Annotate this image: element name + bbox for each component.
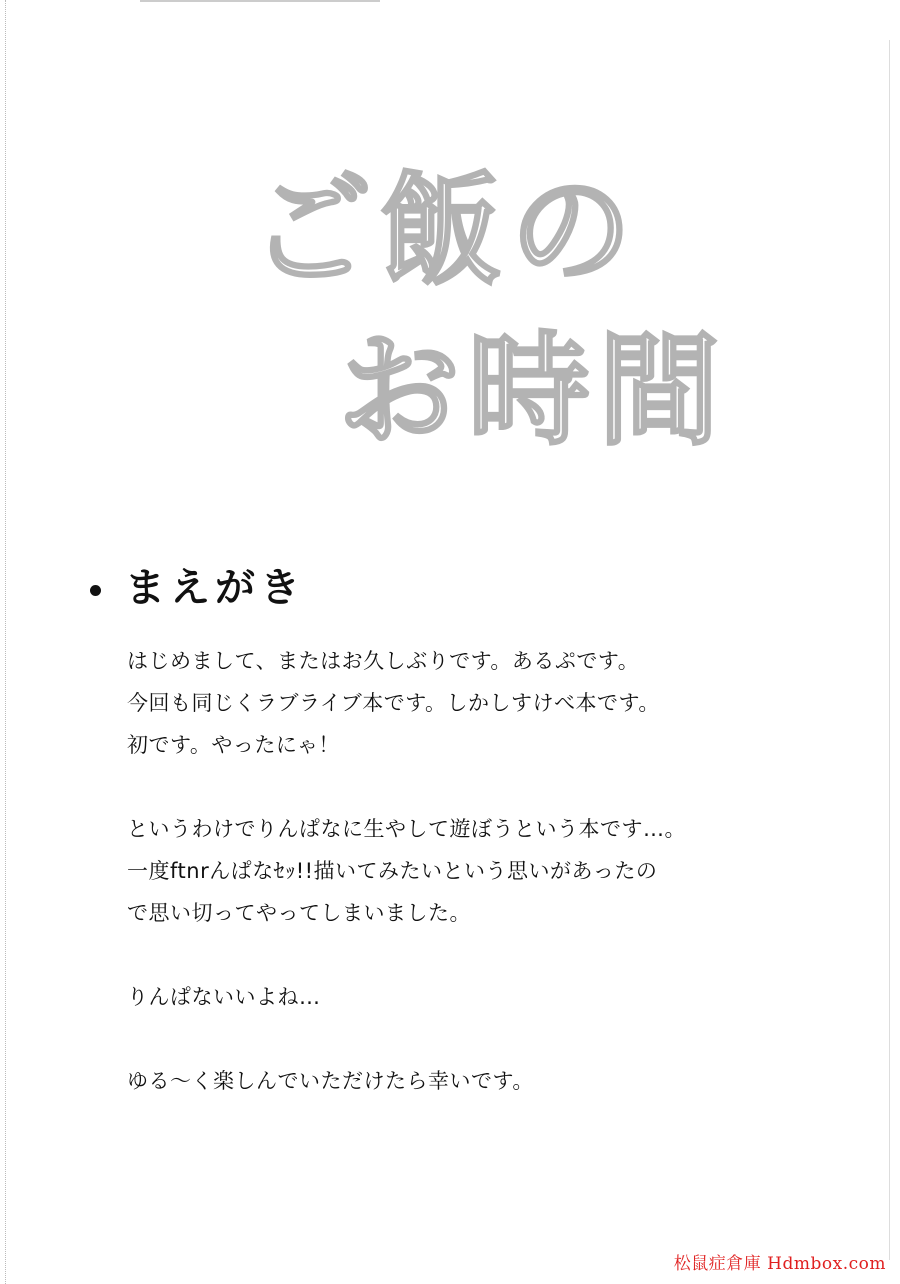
- title-line-1: ご飯の: [250, 160, 640, 302]
- bullet-icon: [90, 585, 101, 596]
- title-block: [250, 160, 728, 470]
- body-text: [127, 640, 847, 1144]
- heading-text: まえがき: [125, 564, 305, 611]
- text-line: りんぱないいよね…: [127, 985, 321, 1009]
- page-edge-binding: [0, 0, 6, 1284]
- page-edge-right: [889, 40, 890, 1260]
- paragraph-1: [127, 640, 847, 766]
- paragraph-2: [127, 808, 847, 934]
- text-line: というわけでりんぱなに生やして遊ぼうという本です…。: [127, 817, 686, 841]
- text-line: 今回も同じくラブライブ本です。しかしすけべ本です。: [127, 691, 660, 715]
- text-line: 一度ftnrんぱなｾｯ!!描いてみたいという思いがあったの: [127, 859, 658, 883]
- paragraph-3: [127, 976, 847, 1018]
- scan-artifact: [140, 0, 380, 2]
- text-line: ゆる～く楽しんでいただけたら幸いです。: [127, 1069, 534, 1093]
- title-line-2: お時間: [338, 320, 728, 462]
- text-line: で思い切ってやってしまいました。: [127, 901, 471, 925]
- paragraph-4: [127, 1060, 847, 1102]
- text-line: はじめまして、またはお久しぶりです。あるぷです。: [127, 649, 640, 673]
- section-heading: [90, 556, 305, 612]
- watermark: 松鼠症倉庫 Hdmbox.com: [673, 1254, 886, 1274]
- text-line: 初です。やったにゃ！: [127, 733, 340, 757]
